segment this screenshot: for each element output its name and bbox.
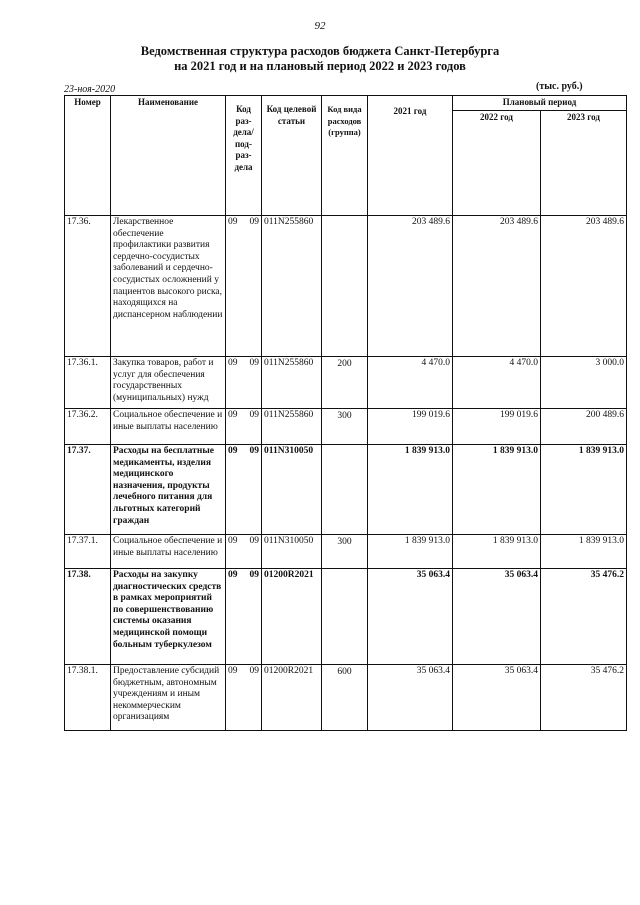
row-expense-type-code: 300 xyxy=(322,535,368,569)
row-name: Расходы на бесплатные медикаменты, изделия медицинского назначения, продукты лечебного питания для льготных категорий граждан xyxy=(111,445,226,535)
row-value-2023: 1 839 913.0 xyxy=(541,535,627,569)
row-subsection-code: 09 xyxy=(244,665,262,731)
header-expense-type-code: Код вида расходов (группа) xyxy=(322,96,368,216)
header-section-code: Код раз-дела/ под-раз-дела xyxy=(226,96,262,216)
header-2021: 2021 год xyxy=(368,96,453,216)
table-row xyxy=(65,569,627,665)
row-value-2022: 1 839 913.0 xyxy=(453,445,541,535)
row-target-code: 011N255860 xyxy=(262,357,322,409)
row-target-code: 011N255860 xyxy=(262,216,322,357)
row-value-2021: 199 019.6 xyxy=(368,409,453,445)
row-value-2022: 203 489.6 xyxy=(453,216,541,357)
document-title xyxy=(80,44,560,74)
row-value-2023: 200 489.6 xyxy=(541,409,627,445)
table-row xyxy=(65,445,627,535)
row-name: Расходы на закупку диагностических средств в рамках мероприятий по совершенствованию системы оказания медицинской помощи больным туберкулезом xyxy=(111,569,226,665)
budget-table xyxy=(64,95,627,731)
row-value-2022: 1 839 913.0 xyxy=(453,535,541,569)
row-value-2023: 203 489.6 xyxy=(541,216,627,357)
row-value-2023: 35 476.2 xyxy=(541,665,627,731)
row-value-2022: 4 470.0 xyxy=(453,357,541,409)
row-value-2021: 203 489.6 xyxy=(368,216,453,357)
table-row xyxy=(65,357,627,409)
table-row xyxy=(65,216,627,357)
row-value-2021: 35 063.4 xyxy=(368,665,453,731)
title-line-2: на 2021 год и на плановый период 2022 и 2023 годов xyxy=(174,59,466,73)
row-target-code: 011N310050 xyxy=(262,535,322,569)
row-target-code: 011N255860 xyxy=(262,409,322,445)
row-value-2022: 35 063.4 xyxy=(453,569,541,665)
row-number: 17.38.1. xyxy=(65,665,111,731)
row-target-code: 01200R2021 xyxy=(262,665,322,731)
row-expense-type-code: 300 xyxy=(322,409,368,445)
row-expense-type-code xyxy=(322,569,368,665)
row-number: 17.37.1. xyxy=(65,535,111,569)
row-name: Закупка товаров, работ и услуг для обеспечения государственных (муниципальных) нужд xyxy=(111,357,226,409)
row-number: 17.36.1. xyxy=(65,357,111,409)
row-number: 17.37. xyxy=(65,445,111,535)
row-number: 17.38. xyxy=(65,569,111,665)
row-target-code: 01200R2021 xyxy=(262,569,322,665)
table-row xyxy=(65,665,627,731)
row-subsection-code: 09 xyxy=(244,569,262,665)
row-target-code: 011N310050 xyxy=(262,445,322,535)
row-expense-type-code xyxy=(322,445,368,535)
row-expense-type-code: 200 xyxy=(322,357,368,409)
row-value-2021: 1 839 913.0 xyxy=(368,445,453,535)
row-value-2021: 1 839 913.0 xyxy=(368,535,453,569)
row-value-2022: 35 063.4 xyxy=(453,665,541,731)
row-section-code: 09 xyxy=(226,357,244,409)
header-target-code: Код целевой статьи xyxy=(262,96,322,216)
header-2022: 2022 год xyxy=(453,111,541,216)
header-planned-period: Плановый период xyxy=(453,96,627,111)
row-section-code: 09 xyxy=(226,569,244,665)
table-row xyxy=(65,535,627,569)
row-section-code: 09 xyxy=(226,535,244,569)
row-value-2023: 1 839 913.0 xyxy=(541,445,627,535)
units-label: (тыс. руб.) xyxy=(536,81,583,92)
row-section-code: 09 xyxy=(226,665,244,731)
row-value-2021: 4 470.0 xyxy=(368,357,453,409)
table-row xyxy=(65,409,627,445)
document-date: 23-ноя-2020 xyxy=(64,84,116,95)
row-subsection-code: 09 xyxy=(244,216,262,357)
header-number: Номер xyxy=(65,96,111,216)
row-section-code: 09 xyxy=(226,409,244,445)
row-value-2022: 199 019.6 xyxy=(453,409,541,445)
header-name: Наименование xyxy=(111,96,226,216)
header-2023: 2023 год xyxy=(541,111,627,216)
row-subsection-code: 09 xyxy=(244,409,262,445)
row-name: Социальное обеспечение и иные выплаты населению xyxy=(111,535,226,569)
row-number: 17.36.2. xyxy=(65,409,111,445)
row-subsection-code: 09 xyxy=(244,445,262,535)
title-line-1: Ведомственная структура расходов бюджета Санкт-Петербурга xyxy=(140,44,500,58)
row-name: Предоставление субсидий бюджетным, автономным учреждениям и иным некоммерческим организациям xyxy=(111,665,226,731)
row-section-code: 09 xyxy=(226,216,244,357)
row-subsection-code: 09 xyxy=(244,535,262,569)
row-subsection-code: 09 xyxy=(244,357,262,409)
row-value-2023: 35 476.2 xyxy=(541,569,627,665)
row-value-2021: 35 063.4 xyxy=(368,569,453,665)
row-name: Лекарственное обеспечение профилактики развития сердечно-сосудистых заболеваний и сердечно-сосудистых осложнений у пациентов высокого риска, находящихся на диспансерном наблюдении xyxy=(111,216,226,357)
row-section-code: 09 xyxy=(226,445,244,535)
row-value-2023: 3 000.0 xyxy=(541,357,627,409)
page-number: 92 xyxy=(314,20,326,32)
row-name: Социальное обеспечение и иные выплаты населению xyxy=(111,409,226,445)
row-expense-type-code: 600 xyxy=(322,665,368,731)
row-number: 17.36. xyxy=(65,216,111,357)
row-expense-type-code xyxy=(322,216,368,357)
